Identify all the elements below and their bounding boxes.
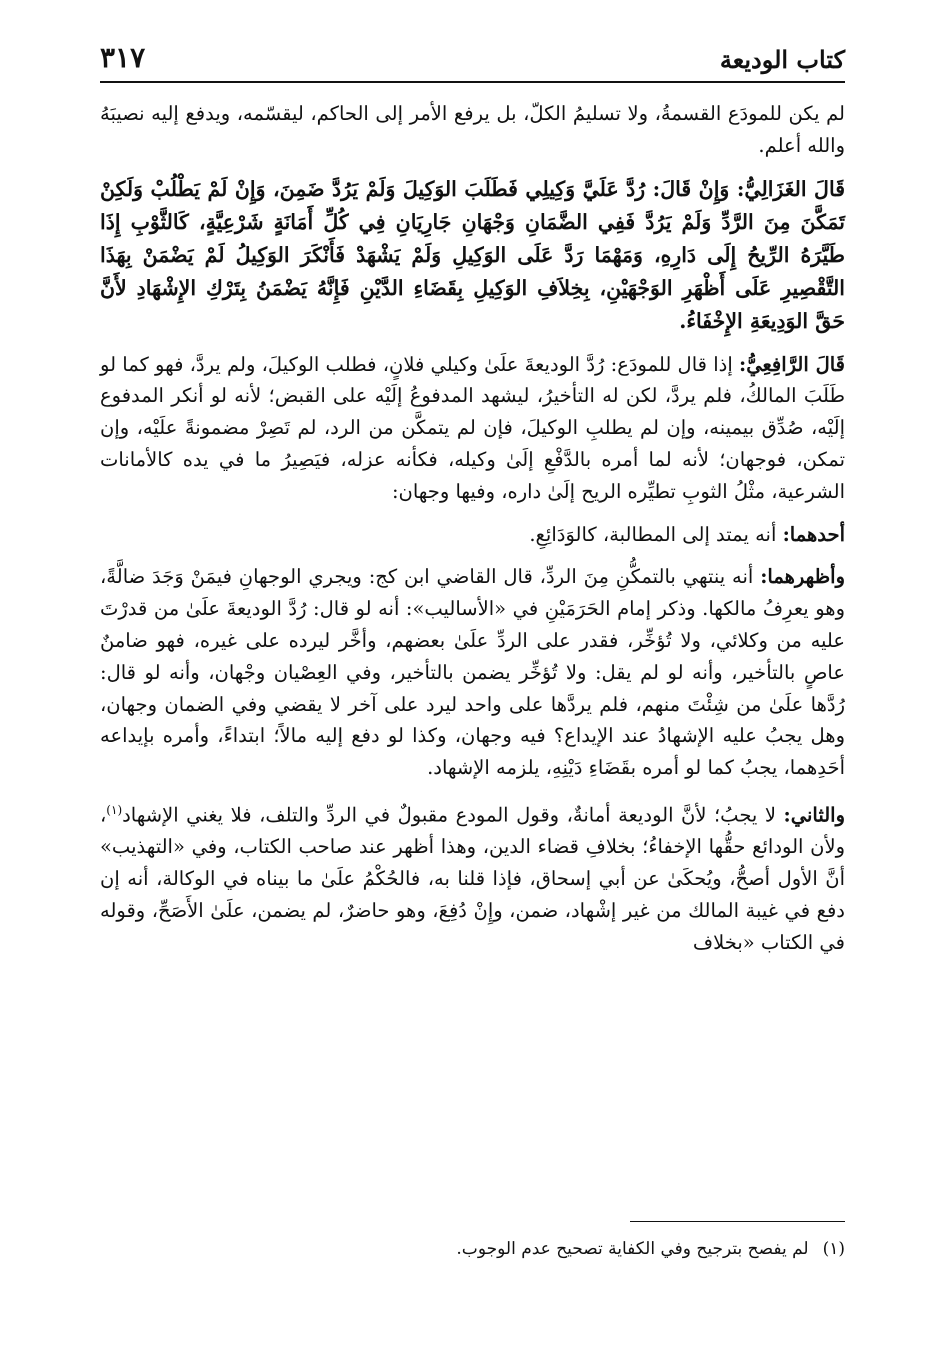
- body-text: [100, 98, 845, 969]
- footnote-reference[interactable]: (١): [106, 802, 123, 817]
- paragraph-text-continued: ، ولأن الودائع حقُّها الإخفاءُ؛ بخلافِ قضاء الدين، وهذا أظهر عند صاحب الكتاب، وفي «التهذيب» أنَّ الأول أصحُّ، ويُحكَىٰ عن أبي إسحاق، فإذا قلنا به، فالحُكْمُ علَىٰ ما بيناه في الوكالة، أنه إن دفع في غيبة المالك من غير إشْهاد، ضمن، وإِنْ دُفِعَ، وهو حاضرٌ، لم يضمن، علَىٰ الأَصَحِّ، وقوله في الكتاب «بخلاف: [100, 803, 845, 954]
- paragraph-stronger-view: [100, 561, 845, 784]
- paragraph-second-view: [100, 795, 845, 958]
- paragraph-text: لم يكن للمودَع القسمةُ، ولا تسليمُ الكلّ، بل يرفع الأمر إلى الحاكم، ليقسّمه، ويدفع إليه نصيبَهُ والله أعلم.: [100, 102, 845, 157]
- footnote-text: لم يفصح بترجيح وفي الكفاية تصحيح عدم الوجوب.: [456, 1239, 809, 1259]
- footnote-number: (١): [822, 1239, 845, 1259]
- header-rule: [100, 81, 845, 83]
- footnote: [100, 1236, 845, 1262]
- book-title: كتاب الوديعة: [719, 45, 845, 74]
- paragraph-lead: أحدهما:: [782, 522, 845, 546]
- paragraph-text: وَإِنْ قَالَ: رُدَّ عَلَيَّ وَكِيلِي فَطَلَبَ الوَكِيلَ وَلَمْ يَرُدَّ ضَمِنَ، وَإِنْ لَمْ يَطْلُبْ وَلَكِنْ تَمَكَّنَ مِنَ الرَّدِّ وَلَمْ يَرُدَّ فَفِي الضَّمَانِ وَجْهَانِ جَارِيَانِ فِي كُلِّ أَمَانَةٍ شَرْعِيَّةٍ، كَالثَّوْبِ إِذَا طَيَّرَهُ الرِّيحُ إِلَى دَارِهِ، وَمَهْمَا رَدَّ عَلَى الوَكِيلِ وَلَمْ يَشْهَدْ فَأَنْكَرَ الوَكِيلُ لَمْ يَضْمَنْ بِهَذَا التَّقْصِيرِ عَلَى أَظْهَرِ الوَجْهَيْنِ، بِخِلاَفِ الوَكِيلِ بِقَضَاءِ الدَّيْنِ فَإِنَّهُ يَضْمَنُ بِتَرْكِ الإِشْهَادِ لأَنَّ حَقَّ الوَدِيعَةِ الإِخْفَاءُ.: [100, 176, 845, 333]
- paragraph-lead: والثاني:: [783, 803, 845, 827]
- paragraph-rafii-commentary: [100, 349, 845, 508]
- page-number: ٣١٧: [100, 41, 146, 74]
- paragraph-opening: [100, 98, 845, 162]
- paragraph-first-view: [100, 519, 845, 551]
- book-page: [100, 0, 845, 1361]
- paragraph-text: لا يجبُ؛ لأنَّ الوديعة أمانةٌ، وقول المودع مقبولٌ في الردِّ والتلف، فلا يغني الإشهاد: [122, 803, 776, 827]
- paragraph-ghazali-matn: [100, 173, 845, 338]
- paragraph-lead: قَالَ الرَّافِعِيُّ:: [739, 352, 846, 376]
- paragraph-text: إذا قال للمودَع: رُدَّ الوديعةَ علَىٰ وكيلي فلانٍ، فطلب الوكيلَ، ولم يردَّ، فهو كما لو طَلَبَ المالكُ، فلم يردَّ، لكن له التأخيرُ، ليشهد المدفوعُ إلَيْه على القبض؛ لأنه لو أنكر المدفوع إلَيْه، صُدِّق بيمينه، وإن لم يطلبِ الوكيلَ، فإن لم يتمكَّن من الرد، لم تَصِرْ مضمونةً علَيْه، وإن تمكن، فوجهان؛ لأنه لما أمره بالدَّفْعِ إلَىٰ وكيله، فكأنه عزله، فيَصِيرُ ما في يده كالأمانات الشرعية، مثْلُ الثوبِ تطيِّره الريح إلَىٰ داره، وفيها وجهان:: [100, 352, 845, 503]
- footnote-rule: [630, 1221, 845, 1222]
- paragraph-lead: قَالَ الغَزَالِيُّ:: [736, 176, 845, 201]
- paragraph-text: أنه ينتهي بالتمكُّنِ مِنَ الردِّ، قال القاضي ابن كج: ويجري الوجهانِ فيمَنْ وَجَدَ ضالَّةً، وهو يعرِفُ مالكها. وذكر إمام الحَرَمَيْنِ في «الأساليب»: أنه لو قال: رُدَّ الوديعةَ علَىٰ من قدرْتَ عليه من وكلائي، ولا تُؤخِّر، فقدر على الردِّ علَىٰ بعضهم، وأخَّر ليرده على غيره، فهو ضامنٌ عاصٍ بالتأخير، وأنه لو لم يقل: ولا تُؤخِّر يضمن بالتأخير، وفي العِصْيان وجْهان، وأنه لو قال: رُدَّها علَىٰ من شِئْتَ منهم، فلم يردَّها على واحد ليرد على آخر لا يقضي وفي الضمان وجهان، وهل يجبُ عليه الإشهادُ عند الإيداع؟ فيه وجهان، وكذا لو دفع إليه مالاً؛ ابتداءً، وأمره بإيداعه أحَدِهما، يجبُ كما لو أمره بقَضَاءِ دَيْنِهِ، يلزمه الإشهاد.: [100, 565, 845, 780]
- paragraph-text: أنه يمتد إلى المطالبة، كالوَدَائِعِ.: [529, 522, 777, 546]
- running-head: [100, 34, 845, 74]
- paragraph-lead: وأظهرهما:: [760, 565, 845, 589]
